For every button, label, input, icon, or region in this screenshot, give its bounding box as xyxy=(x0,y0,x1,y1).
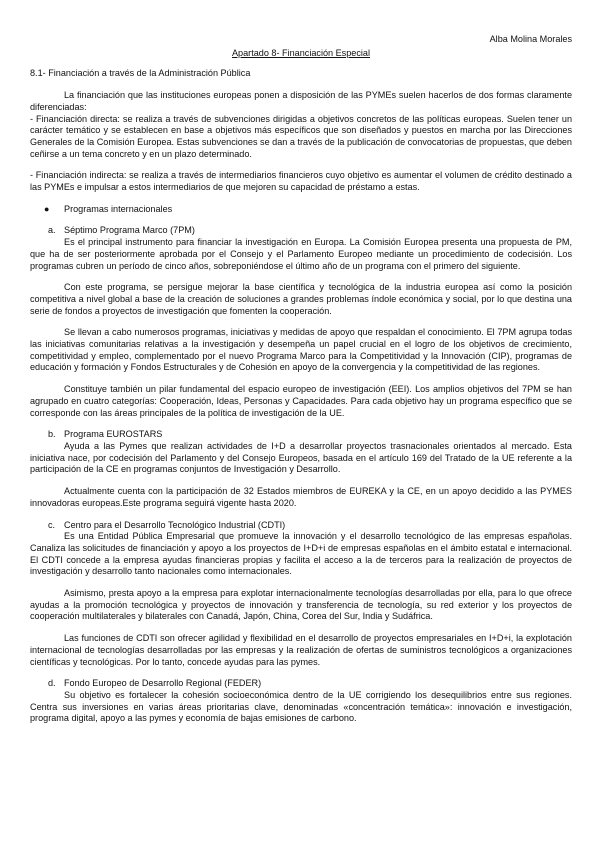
document-title: Apartado 8- Financiación Especial xyxy=(231,47,370,58)
paragraph-7pm-4: Constituye también un pilar fundamental del espacio europeo de investigación (EEI). Los amplios objetivos del 7PM se han agrupado en cuatro categorías: Cooperación, Ideas, Personas y Capacidades. Para cada objetivo hay un programa específico que se corresponde con las áreas principales de la política de investigación de la UE. xyxy=(30,384,572,418)
subsection-title: Fondo Europeo de Desarrollo Regional (FEDER) xyxy=(64,678,262,689)
paragraph-7pm-3: Se llevan a cabo numerosos programas, iniciativas y medidas de apoyo que respaldan el conocimiento. El 7PM agrupa todas las iniciativas comunitarias relativas a la investigación y desempeña un papel crucial en el logro de los objetivos de crecimiento, competitividad y empleo, complementado por el nuevo Programa Marco para la Competitividad y la Innovación (CIP), programas de educación y formación y Fondos Estructurales y de Cohesión en apoyo de la convergencia y la competitividad de las regiones. xyxy=(30,327,572,373)
author-name: Alba Molina Morales xyxy=(489,34,572,44)
paragraph-feder-1: Su objetivo es fortalecer la cohesión socioeconómica dentro de la UE corrigiendo los desequilibrios entre sus regiones. Centra sus inversiones en varias áreas prioritarias clave, denominadas «concentración temática»: innovación e investigación, programa digital, apoyo a las pymes y economía de bajas emisiones de carbono. xyxy=(30,689,572,724)
subsection-letter: c. xyxy=(48,519,56,530)
section-heading: 8.1- Financiación a través de la Administración Pública xyxy=(30,68,251,79)
paragraph-cdti-1: Es una Entidad Pública Empresarial que promueve la innovación y el desarrollo tecnológico de las empresas españolas. Canaliza las solicitudes de financiación y apoyo a los proyectos de I+D+i de empresas españolas en el ámbito estatal e internacional. El CDTI concede a la empresa ayudas financieras propias y facilita el acceso a la de terceros para la realización de proyectos de investigación y desarrollo tanto nacionales como internacionales. xyxy=(30,531,572,577)
intro-paragraph: La financiación que las instituciones europeas ponen a disposición de las PYMEs suelen hacerlos de dos formas claramente diferenciadas: xyxy=(30,90,572,112)
subsection-title: Programa EUROSTARS xyxy=(64,429,163,440)
paragraph-7pm-1: Es el principal instrumento para financiar la investigación en Europa. La Comisión Europea presenta una propuesta de PM, que ha de ser posteriormente aprobada por el Consejo y el Parlamento Europeo mediante un procedimiento de codecisión. Los programas cubren un período de cinco años, sobreponiéndose el último año de un programa con el primero del siguiente. xyxy=(30,237,572,271)
subsection-title: Séptimo Programa Marco (7PM) xyxy=(64,225,195,236)
subsection-letter: d. xyxy=(48,678,56,689)
subsection-title: Centro para el Desarrollo Tecnológico Industrial (CDTI) xyxy=(64,519,286,530)
paragraph-cdti-3: Las funciones de CDTI son ofrecer agilidad y flexibilidad en el desarrollo de proyectos empresariales en I+D+i, la explotación internacional de tecnologías desarrolladas por las empresas y la realización de ofertas de suministros tecnológicos a organizaciones científicas y tecnológicas. Por lo tanto, concede ayudas para las pymes. xyxy=(30,633,572,667)
direct-financing-paragraph: - Financiación directa: se realiza a través de subvenciones dirigidas a objetivos concretos de las políticas europeas. Suelen tener un carácter temático y se establecen en base a objetivos más específicos que son diseñados y puestos en marcha por las Direcciones Generales de la Comisión Europea. Estas subvenciones se dan a través de la publicación de convocatorias de propuestas, que deben ceñirse a un tema concreto y en un plazo determinado. xyxy=(30,113,572,159)
subsection-heading-cdti xyxy=(30,520,572,532)
bullet-icon: ● xyxy=(44,203,50,214)
subsection-letter: a. xyxy=(48,225,56,236)
programs-bullet xyxy=(30,204,572,216)
programs-label: Programas internacionales xyxy=(64,203,173,214)
subsection-heading-feder xyxy=(30,678,572,690)
indirect-financing-paragraph: - Financiación indirecta: se realiza a través de intermediarios financieros cuyo objetivo es aumentar el volumen de crédito destinado a las PYMEs e impulsar a estos intermediarios de que mejoren su capacidad de préstamo a estas. xyxy=(30,170,572,193)
subsection-heading-eurostars xyxy=(30,429,572,441)
paragraph-eurostars-2: Actualmente cuenta con la participación de 32 Estados miembros de EUREKA y la CE, en un apoyo decidido a las PYMES innovadoras europeas.Este programa seguirá vigente hasta 2020. xyxy=(30,486,572,508)
subsection-letter: b. xyxy=(48,429,56,440)
subsection-heading-7pm xyxy=(30,225,572,237)
paragraph-cdti-2: Asimismo, presta apoyo a la empresa para explotar internacionalmente tecnologías desarrolladas por ella, para lo que ofrece ayudas a la promoción tecnológica y proyectos de innovación y transferencia de tecnología, su red exterior y los proyectos de cooperación multilaterales y bilaterales con Canadá, Japón, China, Corea del Sur, India y Sudáfrica. xyxy=(30,588,572,622)
paragraph-7pm-2: Con este programa, se persigue mejorar la base científica y tecnológica de la industria europea así como la posición competitiva a nivel global a base de la creación de soluciones a grandes problemas índole económica y social, por lo que destina una serie de fondos a proyectos de investigación que fomenten la cooperación. xyxy=(30,282,572,316)
paragraph-eurostars-1: Ayuda a las Pymes que realizan actividades de I+D a desarrollar proyectos trasnacionales orientados al mercado. Esta iniciativa nace, por codecisión del Parlamento y del Consejo Europeos, basada en el artículo 169 del Tratado de la UE referente a la participación de la CE en programas conjuntos de Investigación y Desarrollo. xyxy=(30,440,572,475)
